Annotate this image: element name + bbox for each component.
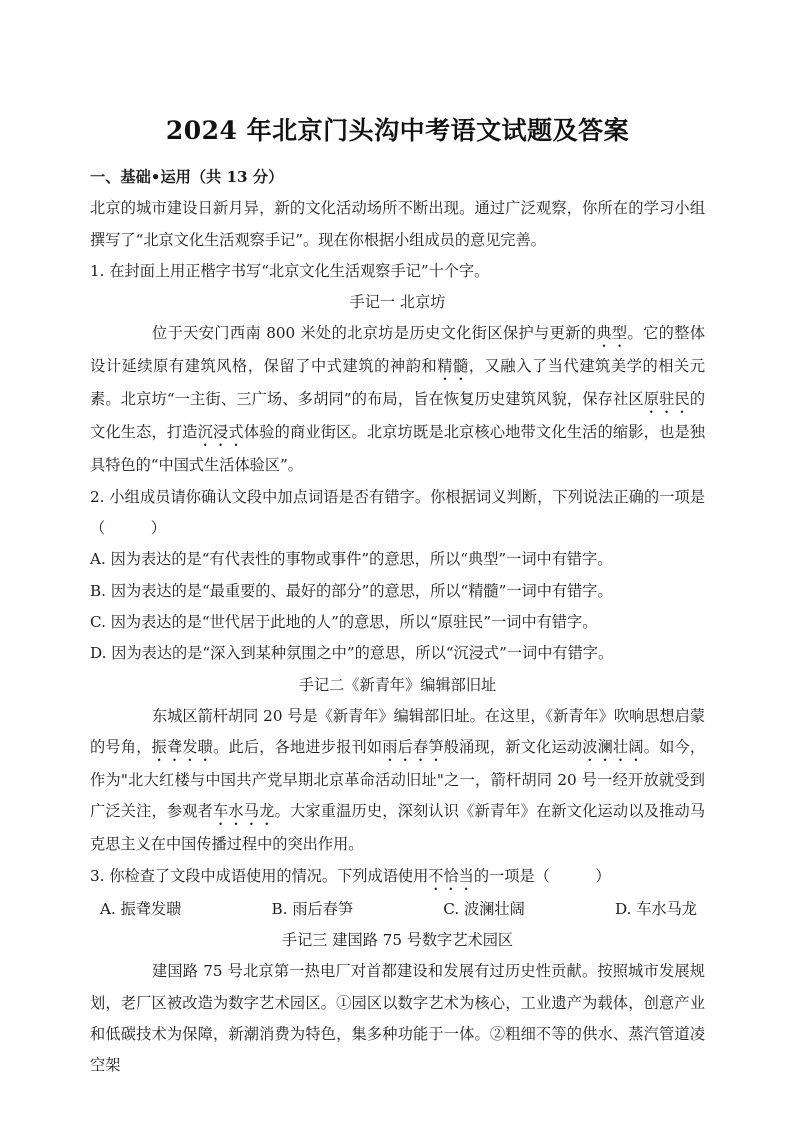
text-run: 建国路 75 号北京第一热电厂对首都建设和发展有过历史性贡献。按照城市发展规划，老厂区被改造为数字艺术园区。①园区以数字艺术为核心，工业遗产为载体，创意产业和低碳技术为保障，新潮消费为特色，集多种功能于一体。②粗细不等的供水、蒸汽管道凌空架 bbox=[90, 962, 705, 1075]
emphasized-term: 雨后春笋 bbox=[382, 738, 444, 757]
question-1 bbox=[90, 256, 705, 287]
text-run: 一、基础•运用（共 13 分） bbox=[90, 168, 284, 186]
text-run: 的一项是（ ） bbox=[473, 866, 611, 885]
question-2-option-a bbox=[90, 544, 705, 575]
note-1-paragraph bbox=[90, 318, 705, 481]
emphasized-term: 精髓 bbox=[437, 357, 469, 376]
question-2 bbox=[90, 482, 705, 545]
question-3-option-c: C. 波澜壮阔 bbox=[443, 899, 525, 918]
text-run: 。此后，各地进步报刊如 bbox=[213, 738, 383, 757]
note-2-paragraph bbox=[90, 701, 705, 861]
emphasized-term: 典型 bbox=[596, 324, 628, 343]
question-3-option-a: A. 振聋发聩 bbox=[100, 899, 182, 918]
question-3-option-d: D. 车水马龙 bbox=[614, 899, 697, 918]
text-run: 2. 小组成员请你确认文段中加点词语是否有错字。你根据词义判断，下列说法正确的一项是（ ） bbox=[90, 487, 705, 538]
note-3-title bbox=[90, 925, 705, 956]
text-run: 东城区箭杆胡同 20 号是《新青年》编辑部旧址。在这里，《新青年》吹响思想启蒙的号角， bbox=[90, 706, 705, 757]
text-run: ，又融入了当代建筑美学的相关元素。北京坊“一主街、三广场、多胡同”的布局，旨在恢复历史建筑风貌，保存社区 bbox=[90, 357, 706, 409]
question-3 bbox=[90, 861, 705, 894]
text-run: 位于天安门西南 800 米处的北京坊是历史文化街区保护与更新的 bbox=[152, 324, 597, 343]
intro-paragraph bbox=[90, 193, 705, 256]
emphasized-term: 振聋发聩 bbox=[151, 738, 214, 757]
text-run: 。如今，作为"北大红楼与中国共产党早期北京革命活动旧址"之一，箭杆胡同 20 号一经开放就受到广泛关注，参观者 bbox=[90, 738, 706, 821]
emphasized-term: 沉浸式 bbox=[197, 423, 244, 442]
text-run: 1. 在封面上用正楷字书写“北京文化生活观察手记”十个字。 bbox=[90, 261, 490, 280]
text-run: 体验的商业街区。北京坊既是北京核心地带文化生活的缩影，也是独具特色的“中国式生活体验区”。 bbox=[90, 423, 706, 475]
text-run: 手记一 北京坊 bbox=[349, 293, 446, 312]
text-run: 北京的城市建设日新月异，新的文化活动场所不断出现。通过广泛观察，你所在的学习小组撰写了“北京文化生活观察手记”。现在你根据小组成员的意见完善。 bbox=[90, 199, 705, 249]
text-run: C. 因为表达的是“世代居于此地的人”的意思，所以“原驻民”一词中有错字。 bbox=[90, 612, 598, 631]
text-run: 的文化生态，打造 bbox=[90, 390, 706, 442]
question-3-options bbox=[90, 894, 705, 925]
text-run: 。大家重温历史，深刻认识《新青年》在新文化运动以及推动马克思主义在中国传播过程中的突出作用。 bbox=[90, 802, 706, 854]
text-run: D. 因为表达的是“深入到某种氛围之中”的意思，所以“沉浸式”一词中有错字。 bbox=[90, 644, 614, 663]
emphasized-term: 原驻民 bbox=[643, 390, 690, 409]
text-run: 。它的整体设计延续原有建筑风格，保留了中式建筑的神韵和 bbox=[90, 324, 706, 376]
text-run: 般涌现，新文化运动 bbox=[443, 738, 583, 757]
emphasized-term: 波澜壮阔 bbox=[582, 738, 644, 757]
text-run: 手记三 建国路 75 号数字艺术园区 bbox=[281, 931, 514, 950]
emphasized-term: 不恰当 bbox=[428, 866, 474, 885]
question-3-option-b: B. 雨后春笋 bbox=[271, 899, 354, 918]
document-body bbox=[90, 162, 705, 1082]
note-2-title bbox=[90, 670, 705, 701]
question-2-option-c bbox=[90, 607, 705, 638]
question-2-option-d bbox=[90, 638, 705, 669]
question-2-option-b bbox=[90, 576, 705, 607]
section-heading-basics bbox=[90, 162, 705, 193]
emphasized-term: 车水马龙 bbox=[213, 802, 275, 821]
page-title: 2024 年北京门头沟中考语文试题及答案 bbox=[165, 116, 630, 145]
text-run: 3. 你检查了文段中成语使用的情况。下列成语使用 bbox=[90, 866, 429, 885]
text-run: B. 因为表达的是“最重要的、最好的部分”的意思，所以“精髓”一词中有错字。 bbox=[90, 581, 613, 600]
note-3-paragraph bbox=[90, 956, 705, 1081]
text-run: 手记二《新青年》编辑部旧址 bbox=[298, 675, 497, 694]
note-1-title bbox=[90, 287, 705, 318]
text-run: A. 因为表达的是“有代表性的事物或事件”的意思，所以“典型”一词中有错字。 bbox=[90, 550, 613, 569]
